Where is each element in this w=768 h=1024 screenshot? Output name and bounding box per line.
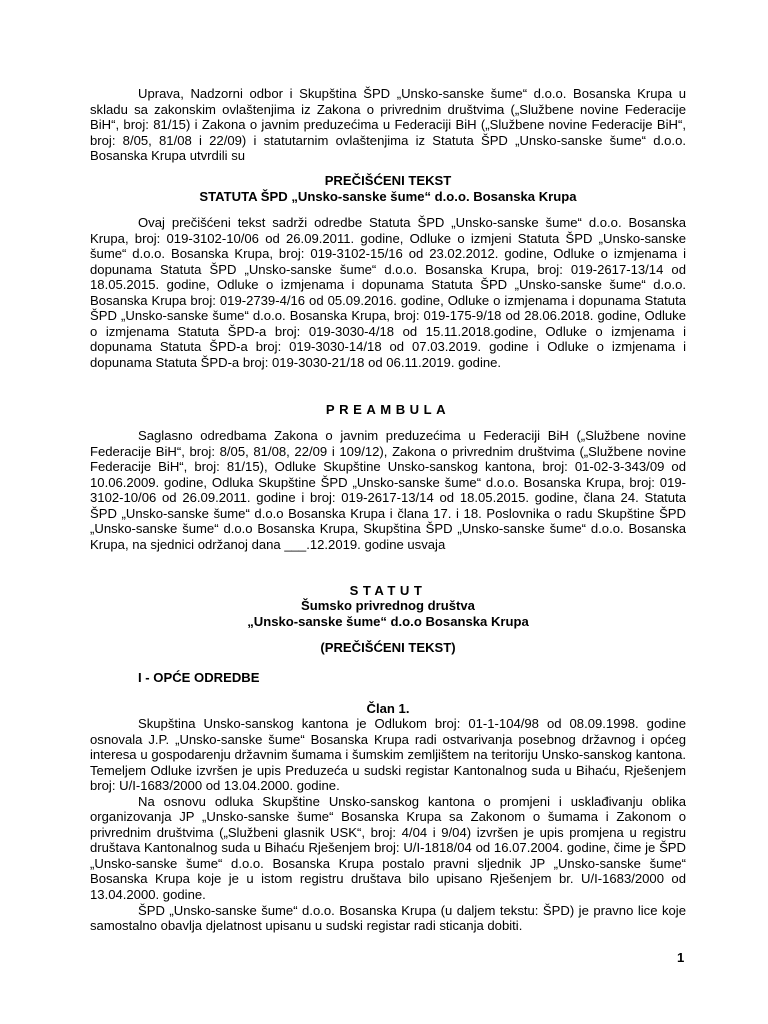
statut-heading: STATUT — [349, 583, 427, 598]
section-heading: I - OPĆE ODREDBE — [138, 670, 260, 685]
article-1-paragraph-2: Na osnovu odluka Skupštine Unsko-sanskog kantona o promjeni i usklađivanju oblika organizovanja JP „Unsko-sanske šume“ Bosanska Krupa sa Zakonom o šumama i Zakonom o privrednim društvima („Službeni glasnik USK“, broj: 4/04 i 9/04) izvršen je upis promjena u registru društava Kantonalnog suda u Bihaću Rješenjem broj: U/I-1818/04 od 16.07.2004. godine, čime je ŠPD „Unsko-sanske šume“ d.o.o. Bosanska Krupa postalo pravni sljednik JP „Unsko-sanske šume“ Bosanska Krupa koje je u istom registru društava bilo upisano Rješenjem br. U/I-1683/2000 od 13.04.2000. godine. — [90, 793, 686, 903]
preamble-heading: PREAMBULA — [325, 402, 451, 417]
statut-company: „Unsko-sanske šume“ d.o.o Bosanska Krupa — [247, 614, 529, 629]
intro-paragraph: Uprava, Nadzorni odbor i Skupština ŠPD „Unsko-sanske šume“ d.o.o. Bosanska Krupa u skladu sa zakonskim ovlaštenjima iz Zakona o privrednim društvima („Službene novine Federacije BiH“, broj: 81/15) i Zakona o javnim preduzećima u Federaciji BiH („Službene novine Federacije BiH“, broj: 8/05, 81/08 i 22/09) i statutarnim ovlaštenjima iz Statuta ŠPD „Unsko-sanske šume“ d.o.o. Bosanska Krupa utvrdili su — [90, 86, 686, 164]
article-1-body — [90, 716, 686, 934]
title-line-1: PREČIŠĆENI TEKST — [324, 173, 452, 188]
preamble-paragraph: Saglasno odredbama Zakona o javnim preduzećima u Federaciji BiH („Službene novine Federacije BiH“, broj: 8/05, 81/08, 22/09 i 109/12), Zakona o privrednim društvima („Službene novine Federacije BiH“, broj: 81/15), Odluke Skupštine Unsko-sanskog kantona, broj: 01-02-3-343/09 od 10.06.2009. godine, Odluka Skupštine ŠPD „Unsko-sanske šume“ d.o.o. Bosanska Krupa, broj: 019-3102-10/06 od 26.09.2011. godine i broj: 019-2617-13/14 od 18.05.2015. godine, člana 24. Statuta ŠPD „Unsko-sanske šume“ d.o.o Bosanska Krupa i člana 17. i 18. Poslovnika o radu Skupštine ŠPD „Unsko-sanske šume“ d.o.o Bosanska Krupa, Skupština ŠPD „Unsko-sanske šume“ d.o.o. Bosanska Krupa, na sjednici održanoj dana ___.12.2019. godine usvaja — [90, 428, 686, 552]
statut-note: (PREČIŠĆENI TEKST) — [320, 640, 456, 655]
article-1-paragraph-3: ŠPD „Unsko-sanske šume“ d.o.o. Bosanska Krupa (u daljem tekstu: ŠPD) je pravno lice koje samostalno obavlja djelatnost upisanu u sudski registar radi sticanja dobiti. — [90, 902, 686, 934]
statut-subtitle: Šumsko privrednog društva — [301, 598, 475, 613]
title-line-2: STATUTA ŠPD „Unsko-sanske šume“ d.o.o. Bosanska Krupa — [199, 189, 577, 204]
consolidated-text-paragraph: Ovaj prečišćeni tekst sadrži odredbe Statuta ŠPD „Unsko-sanske šume“ d.o.o. Bosanska Krupa, broj: 019-3102-10/06 od 26.09.2011. godine, Odluke o izmjeni Statuta ŠPD „Unsko-sanske šume“ d.o.o. Bosanska Krupa, broj: 019-3102-15/16 od 23.02.2012. godine, Odluke o izmjenama i dopunama Statuta ŠPD „Unsko-sanske šume“ d.o.o. Bosanska Krupa, broj: 019-2617-13/14 od 18.05.2015. godine, Odluke o izmjenama i dopunama Statuta ŠPD „Unsko-sanske šume“ d.o.o. Bosanska Krupa broj: 019-2739-4/16 od 05.09.2016. godine, Odluke o izmjenama i dopunama Statuta ŠPD „Unsko-sanske šume“ d.o.o. Bosanska Krupa, broj: 019-175-9/18 od 28.06.2018. godine, Odluke o izmjenama Statuta ŠPD-a broj: 019-3030-4/18 od 15.11.2018.godine, Odluke o izmjenama i dopunama Statuta ŠPD-a broj: 019-3030-14/18 od 07.03.2019. godine i Odluke o izmjenama i dopunama Statuta ŠPD-a broj: 019-3030-21/18 od 06.11.2019. godine. — [90, 215, 686, 370]
article-heading: Član 1. — [366, 701, 410, 716]
article-1-paragraph-1: Skupština Unsko-sanskog kantona je Odlukom broj: 01-1-104/98 od 08.09.1998. godine osnovala J.P. „Unsko-sanske šume“ Bosanska Krupa radi ostvarivanja posebnog državnog i općeg interesa u gospodarenju državnim šumama i šumskim zemljištem na teritoriju Unsko-sanskog kantona. Temeljem Odluke izvršen je upis Preduzeća u sudski registar Kantonalnog suda u Bihaću, Rješenjem broj: U/I-1683/2000 od 13.04.2000. godine. — [90, 716, 686, 794]
page-number: 1 — [677, 950, 685, 965]
